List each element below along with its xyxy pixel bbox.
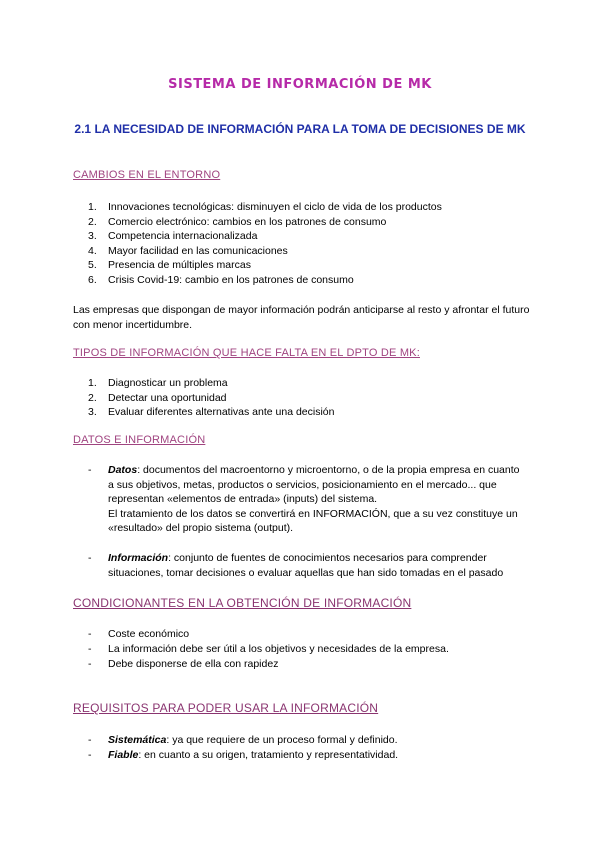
list-item-text: Comercio electrónico: cambios en los patrones de consumo (108, 215, 387, 228)
list-item-text: Debe disponerse de ella con rapidez (108, 658, 279, 670)
list-item (88, 200, 442, 215)
heading-tipos-informacion: TIPOS DE INFORMACIÓN QUE HACE FALTA EN EL DPTO DE MK: (73, 347, 420, 359)
list-item-text: Evaluar diferentes alternativas ante una decisión (108, 406, 335, 419)
list-item-text: Diagnosticar un problema (108, 377, 228, 389)
dash-marker: - (88, 643, 92, 655)
list-item (88, 642, 528, 657)
term-sistematica: Sistemática (108, 734, 167, 746)
requisito-fiable (88, 748, 528, 763)
list-marker: 1. (88, 201, 97, 213)
list-marker: 3. (88, 230, 97, 243)
list-marker: 3. (88, 406, 97, 419)
dash-marker: - (88, 734, 92, 746)
heading-condicionantes: CONDICIONANTES EN LA OBTENCIÓN DE INFORMACIÓN (73, 596, 412, 610)
list-item (88, 376, 334, 391)
list-item-text: Mayor facilidad en las comunicaciones (108, 244, 288, 257)
list-item-text: Presencia de múltiples marcas (108, 259, 251, 272)
section-subtitle: 2.1 LA NECESIDAD DE INFORMACIÓN PARA LA TOMA DE DECISIONES DE MK (74, 122, 526, 136)
list-item (88, 215, 442, 230)
list-item (88, 244, 442, 259)
definition-text: : conjunto de fuentes de conocimientos necesarios para comprender situaciones, tomar decisiones o evaluar aquellas que han sido tomadas en el pasado (108, 552, 504, 579)
list-item (88, 258, 442, 273)
list-item-text: Competencia internacionalizada (108, 230, 258, 243)
definition-text: : documentos del macroentorno y microentorno, o de la propia empresa en cuanto a sus objetivos, metas, productos o servicios, posicionamiento en el mercado... que representan «elementos de entrada» (inputs) del sistema. (108, 464, 520, 506)
dash-marker: - (88, 552, 92, 564)
term-datos: Datos (108, 464, 138, 476)
list-marker: 5. (88, 259, 97, 272)
dash-marker: - (88, 464, 92, 476)
term-informacion: Información (108, 552, 169, 564)
dash-marker: - (88, 628, 92, 640)
definition-extra-text: El tratamiento de los datos se convertirá en INFORMACIÓN, que a su vez constituye un «resultado» del propio sistema (output). (108, 507, 518, 535)
definition-informacion (88, 551, 528, 580)
list-item (88, 391, 334, 406)
definition-datos (88, 463, 528, 536)
list-tipos-informacion (88, 376, 334, 420)
list-item (88, 405, 334, 420)
list-item-text: Detectar una oportunidad (108, 391, 227, 404)
list-item-text: Coste económico (108, 628, 190, 640)
list-marker: 2. (88, 391, 97, 404)
list-item (88, 229, 442, 244)
list-cambios-entorno (88, 200, 442, 288)
list-item-text: Crisis Covid-19: cambio en los patrones de consumo (108, 273, 354, 286)
list-marker: 4. (88, 244, 97, 257)
list-item-text: Innovaciones tecnológicas: disminuyen el ciclo de vida de los productos (108, 201, 442, 213)
definition-text: : ya que requiere de un proceso formal y definido. (166, 734, 398, 746)
heading-datos-informacion: DATOS E INFORMACIÓN (73, 434, 206, 446)
list-marker: 6. (88, 273, 97, 286)
document-title: SISTEMA DE INFORMACIÓN DE MK (168, 77, 432, 92)
list-item (88, 657, 528, 672)
dash-marker: - (88, 749, 92, 761)
dash-marker: - (88, 658, 92, 670)
list-item (88, 273, 442, 288)
list-marker: 2. (88, 215, 97, 228)
heading-cambios-entorno: CAMBIOS EN EL ENTORNO (73, 169, 221, 181)
list-marker: 1. (88, 377, 97, 389)
definition-text: : en cuanto a su origen, tratamiento y representatividad. (138, 749, 399, 761)
heading-requisitos: REQUISITOS PARA PODER USAR LA INFORMACIÓN (73, 701, 379, 715)
term-fiable: Fiable (108, 749, 139, 761)
list-item-text: La información debe ser útil a los objetivos y necesidades de la empresa. (108, 643, 449, 655)
paragraph-anticipacion: Las empresas que dispongan de mayor información podrán anticiparse al resto y afrontar el futuro con menor incertidumbre. (73, 304, 530, 331)
requisito-sistematica (88, 733, 528, 748)
list-item (88, 627, 528, 642)
